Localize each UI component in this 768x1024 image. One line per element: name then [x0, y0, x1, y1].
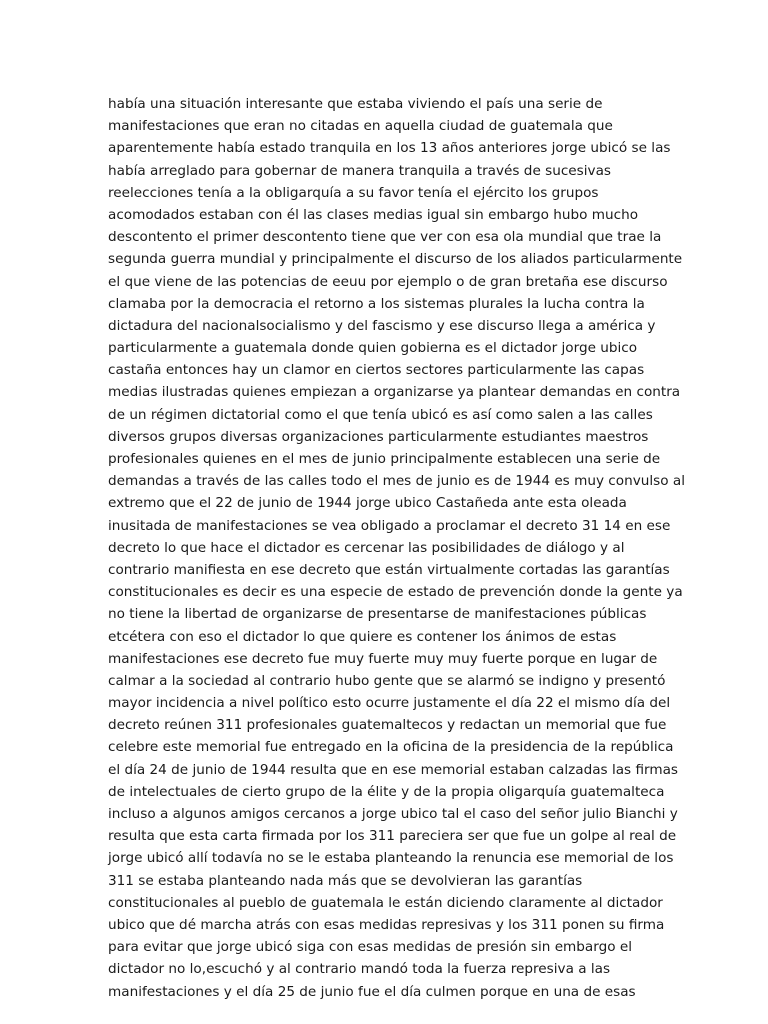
- text-line: mayor incidencia a nivel político esto ocurre justamente el día 22 el mismo día del: [108, 695, 671, 712]
- text-line: aparentemente había estado tranquila en los 13 años anteriores jorge ubicó se las: [108, 140, 671, 157]
- text-line: calmar a la sociedad al contrario hubo gente que se alarmó se indigno y presentó: [108, 672, 666, 689]
- text-line: castaña entonces hay un clamor en ciertos sectores particularmente las capas: [108, 362, 645, 379]
- text-line: inusitada de manifestaciones se vea obligado a proclamar el decreto 31 14 en ese: [108, 517, 671, 534]
- text-line: contrario manifiesta en ese decreto que están virtualmente cortadas las garantías: [108, 561, 670, 578]
- text-line: no tiene la libertad de organizarse de presentarse de manifestaciones públicas: [108, 606, 647, 623]
- text-line: medias ilustradas quienes empiezan a organizarse ya plantear demandas en contra: [108, 384, 681, 401]
- text-line: profesionales quienes en el mes de junio principalmente establecen una serie de: [108, 451, 661, 467]
- text-line: reelecciones tenía a la obligarquía a su favor tenía el ejército los grupos: [108, 184, 599, 201]
- text-line: segunda guerra mundial y principalmente el discurso de los aliados particularmente: [108, 251, 683, 268]
- text-line: de intelectuales de cierto grupo de la élite y de la propia oligarquía guatemalteca: [108, 783, 665, 800]
- text-line: manifestaciones y el día 25 de junio fue el día culmen porque en una de esas: [108, 983, 636, 1000]
- text-line: particularmente a guatemala donde quien gobierna es el dictador jorge ubico: [108, 340, 638, 357]
- text-line: constitucionales al pueblo de guatemala le están diciendo claramente al dictador: [108, 894, 663, 911]
- text-line: extremo que el 22 de junio de 1944 jorge ubico Castañeda ante esta oleada: [108, 495, 627, 512]
- text-line: resulta que esta carta firmada por los 311 pareciera ser que fue un golpe al real de: [108, 828, 677, 845]
- text-line: diversos grupos diversas organizaciones particularmente estudiantes maestros: [108, 428, 649, 445]
- text-line: había una situación interesante que estaba viviendo el país una serie de: [108, 96, 603, 112]
- text-line: manifestaciones ese decreto fue muy fuerte muy muy fuerte porque en lugar de: [108, 650, 658, 667]
- text-line: dictadura del nacionalsocialismo y del fascismo y ese discurso llega a américa y: [108, 317, 656, 334]
- text-line: manifestaciones que eran no citadas en aquella ciudad de guatemala que: [108, 118, 613, 135]
- text-line: decreto reúnen 311 profesionales guatemaltecos y redactan un memorial que fue: [108, 717, 667, 734]
- text-line: dictador no lo,escuchó y al contrario mandó toda la fuerza represiva a las: [108, 961, 611, 978]
- body-text: [108, 93, 708, 1003]
- text-line: había arreglado para gobernar de manera tranquila a través de sucesivas: [108, 162, 611, 179]
- text-line: constitucionales es decir es una especie de estado de prevención donde la gente ya: [108, 584, 683, 601]
- text-line: etcétera con eso el dictador lo que quiere es contener los ánimos de estas: [108, 628, 617, 645]
- text-line: incluso a algunos amigos cercanos a jorge ubico tal el caso del señor julio Bianchi y: [108, 806, 678, 822]
- text-line: 311 se estaba planteando nada más que se devolvieran las garantías: [108, 872, 583, 889]
- text-line: el día 24 de junio de 1944 resulta que en ese memorial estaban calzadas las firmas: [108, 761, 679, 778]
- text-line: descontento el primer descontento tiene que ver con esa ola mundial que trae la: [108, 229, 662, 246]
- text-line: jorge ubicó allí todavía no se le estaba planteando la renuncia ese memorial de los: [108, 850, 674, 867]
- text-line: acomodados estaban con él las clases medias igual sin embargo hubo mucho: [108, 206, 639, 223]
- text-line: el que viene de las potencias de eeuu por ejemplo o de gran bretaña ese discurso: [108, 273, 668, 290]
- text-line: clamaba por la democracia el retorno a los sistemas plurales la lucha contra la: [108, 295, 645, 312]
- text-line: demandas a través de las calles todo el mes de junio es de 1944 es muy convulso al: [108, 473, 685, 490]
- text-line: decreto lo que hace el dictador es cercenar las posibilidades de diálogo y al: [108, 539, 625, 556]
- text-line: ubico que dé marcha atrás con esas medidas represivas y los 311 ponen su firma: [108, 916, 665, 933]
- text-line: para evitar que jorge ubicó siga con esas medidas de presión sin embargo el: [108, 939, 633, 956]
- text-line: de un régimen dictatorial como el que tenía ubicó es así como salen a las calles: [108, 406, 653, 423]
- text-line: celebre este memorial fue entregado en la oficina de la presidencia de la república: [108, 739, 674, 756]
